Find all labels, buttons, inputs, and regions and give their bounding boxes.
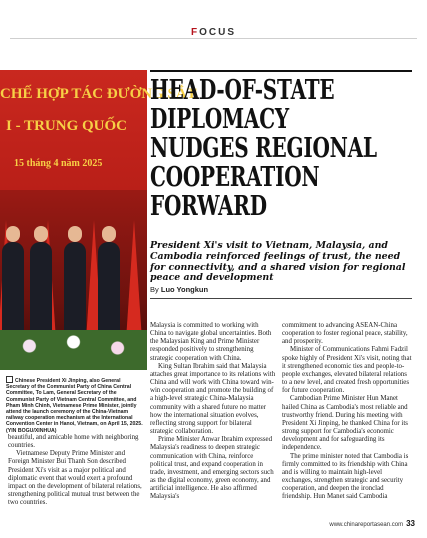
page-footer xyxy=(329,519,415,528)
paragraph: King Sultan Ibrahim said that Malaysia attaches great importance to its relations with China and will work with China toward win-win cooperation and promote the building of a high-level strategic China-Malaysia community with a shared future no matter how the international situation evolves, reflecting strong support for bilateral strategic collaboration. xyxy=(150,362,276,436)
byline-author: Luo Yongkun xyxy=(160,285,209,294)
headline-line: HEAD-OF-STATE xyxy=(150,75,335,106)
paragraph: commitment to advancing ASEAN-China cooperation to foster regional peace, stability, and prosperity. xyxy=(282,322,408,346)
body-column-1 xyxy=(8,434,144,507)
person-figure xyxy=(2,242,24,334)
paragraph: Malaysia is committed to working with China to navigate global uncertainties. Both the Malaysian King and Prime Minister responded positively to strengthening strategic cooperation with China. xyxy=(150,322,272,362)
flag-backdrop xyxy=(0,190,147,370)
banner-line-1: CHẾ HỢP TÁC ĐƯỜNG SẮT xyxy=(0,86,197,102)
footer-url: www.chinareportasean.com xyxy=(329,522,404,528)
headline-rule xyxy=(150,70,412,72)
byline xyxy=(150,285,412,294)
headline-line: DIPLOMACY xyxy=(150,104,289,135)
headline xyxy=(150,76,413,221)
paragraph: beautiful, and amicable home with neighboring countries. xyxy=(8,434,139,450)
section-label xyxy=(191,27,236,38)
headline-line: COOPERATION xyxy=(150,162,320,193)
banner-line-2: I - TRUNG QUỐC xyxy=(6,118,127,134)
caption-text: Chinese President Xi Jinping, also General Secretary of the Communist Party of China Central Committee, To Lam, General Secretary of the Communist Party of Vietnam Central Committee, and Pham Minh Chinh, Vietnamese Prime Minister, jointly attend the launch ceremony of the China-Vietnam railway cooperation mechanism at the International Convention Center in Hanoi, Vietnam, on April 15, 2025. (YIN BOGU/XINHUA) xyxy=(6,378,143,434)
person-figure xyxy=(30,242,52,334)
caption-marker-icon xyxy=(6,376,13,383)
page-number: 33 xyxy=(406,519,415,528)
body-column-3 xyxy=(282,322,412,501)
banner-line-3: 15 tháng 4 năm 2025 xyxy=(14,158,103,169)
photo-banner xyxy=(0,70,197,190)
section-label-initial: F xyxy=(190,27,200,38)
person-figure xyxy=(98,242,120,334)
photo-caption xyxy=(6,376,144,434)
paragraph: Minister of Communications Fahmi Fadzil spoke highly of President Xi's visit, noting that it strengthened economic ties and people-to-people exchanges, elevated bilateral relations to a new level, and created fresh opportunities for future cooperation. xyxy=(282,346,412,395)
paragraph: Cambodian Prime Minister Hun Manet hailed China as Cambodia's most reliable and trustworthy friend. During his meeting with President Xi Jinping, he thanked China for its strong support for Cambodia's economic development and for safeguarding its independence. xyxy=(282,395,408,452)
headline-line: FORWARD xyxy=(150,191,267,222)
person-figure xyxy=(64,242,86,334)
deck-subtitle: President Xi's visit to Vietnam, Malaysia, and Cambodia reinforced feelings of trust, the need for connectivity, and a shared vision for regional peace and development xyxy=(150,240,406,284)
headline-line: NUDGES REGIONAL xyxy=(150,133,377,164)
byline-rule xyxy=(150,298,412,299)
paragraph: Vietnamese Deputy Prime Minister and Foreign Minister Bui Thanh Son described President Xi's visit as a major political and diplomatic event that would exert a profound impact on the development of bilateral relations, strengthening political mutual trust between the two countries. xyxy=(8,450,142,507)
section-label-rest: OCUS xyxy=(199,27,236,38)
section-rule xyxy=(10,38,417,39)
paragraph: Prime Minister Anwar Ibrahim expressed Malaysia's readiness to deepen strategic communication with China, reinforce political trust, and expand cooperation in trade, investment, and emerging sectors such as the digital economy, green economy, and artificial intelligence. He also affirmed Malaysia's xyxy=(150,436,274,501)
byline-prefix: By xyxy=(150,285,159,294)
body-column-2 xyxy=(150,322,276,501)
flower-arrangement xyxy=(0,330,147,370)
paragraph: The prime minister noted that Cambodia is firmly committed to its friendship with China and is willing to maintain high-level exchanges, strengthen strategic and security cooperation, and deepen the ironclad friendship. Hun Manet said Cambodia xyxy=(282,452,409,501)
